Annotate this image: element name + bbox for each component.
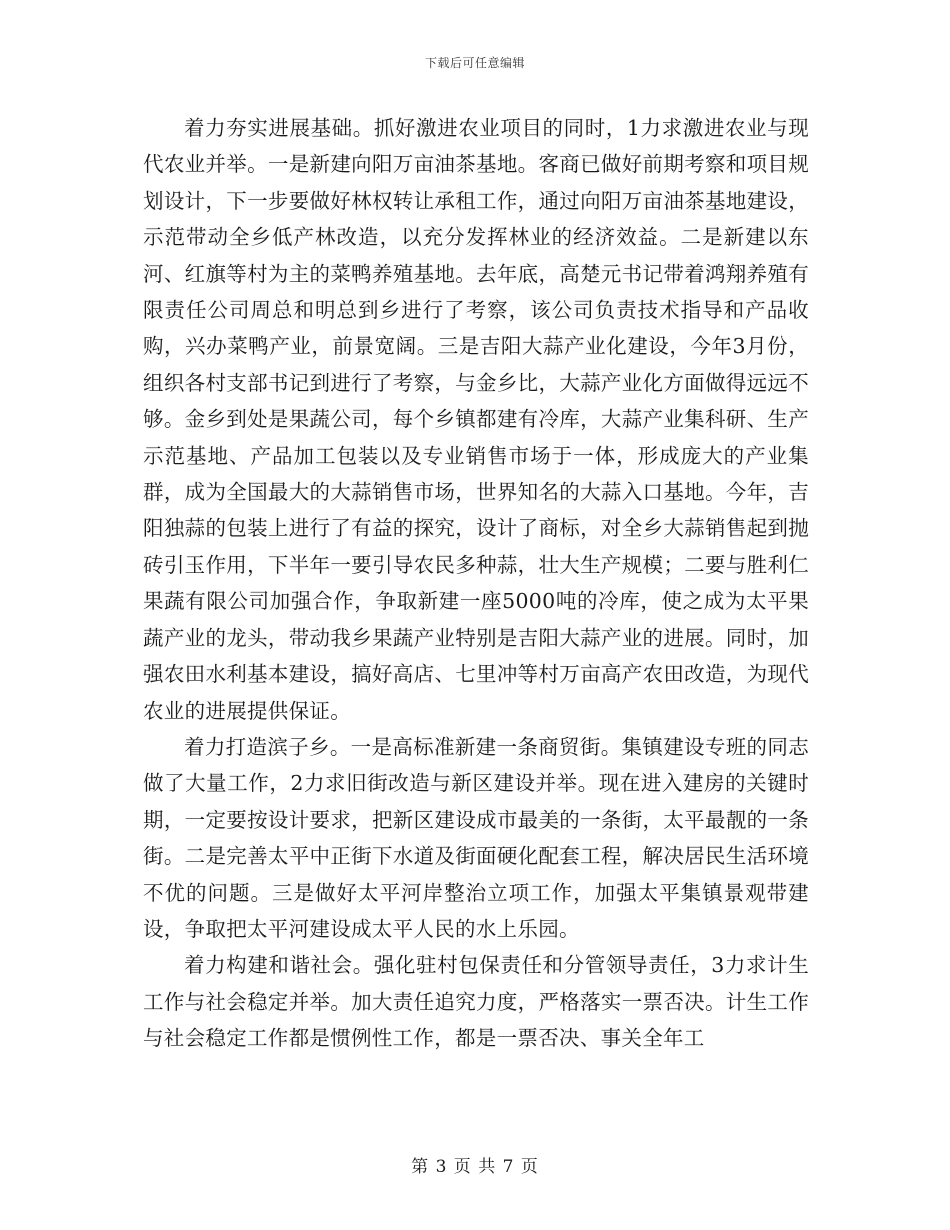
- page-number-footer: 第 3 页 共 7 页: [411, 1157, 539, 1177]
- paragraph: 着力夯实进展基础。抓好激进农业项目的同时，1力求激进农业与现代农业并举。一是新建向阳万亩油茶基地。客商已做好前期考察和项目规划设计，下一步要做好林权转让承租工作，通过向阳万亩油茶基地建设，示范带动全乡低产林改造，以充分发挥林业的经济效益。二是新建以东河、红旗等村为主的菜鸭养殖基地。去年底，高楚元书记带着鸿翔养殖有限责任公司周总和明总到乡进行了考察，该公司负责技术指导和产品收购，兴办菜鸭产业，前景宽阔。三是吉阳大蒜产业化建设，今年3月份，组织各村支部书记到进行了考察，与金乡比，大蒜产业化方面做得远远不够。金乡到处是果蔬公司，每个乡镇都建有冷库，大蒜产业集科研、生产示范基地、产品加工包装以及专业销售市场于一体，形成庞大的产业集群，成为全国最大的大蒜销售市场，世界知名的大蒜入口基地。今年，吉阳独蒜的包装上进行了有益的探究，设计了商标，对全乡大蒜销售起到抛砖引玉作用，下半年一要引导农民多种蒜，壮大生产规模；二要与胜利仁果蔬有限公司加强合作，争取新建一座5000吨的冷库，使之成为太平果蔬产业的龙头，带动我乡果蔬产业特别是吉阳大蒜产业的进展。同时，加强农田水利基本建设，搞好高店、七里冲等村万亩高产农田改造，为现代农业的进展提供保证。: [143, 116, 809, 723]
- paragraph: 着力构建和谐社会。强化驻村包保责任和分管领导责任，3力求计生工作与社会稳定并举。加大责任追究力度，严格落实一票否决。计生工作与社会稳定工作都是惯例性工作，都是一票否决、事关全年工: [143, 953, 809, 1051]
- document-body: [143, 110, 809, 1057]
- page-header: 下载后可任意编辑: [424, 56, 525, 70]
- paragraph: 着力打造滨子乡。一是高标准新建一条商贸街。集镇建设专班的同志做了大量工作，2力求旧街改造与新区建设并举。现在进入建房的关键时期，一定要按设计要求，把新区建设成市最美的一条街，太平最靓的一条街。二是完善太平中正街下水道及街面硬化配套工程，解决居民生活环境不优的问题。三是做好太平河岸整治立项工作，加强太平集镇景观带建设，争取把太平河建设成太平人民的水上乐园。: [143, 734, 809, 941]
